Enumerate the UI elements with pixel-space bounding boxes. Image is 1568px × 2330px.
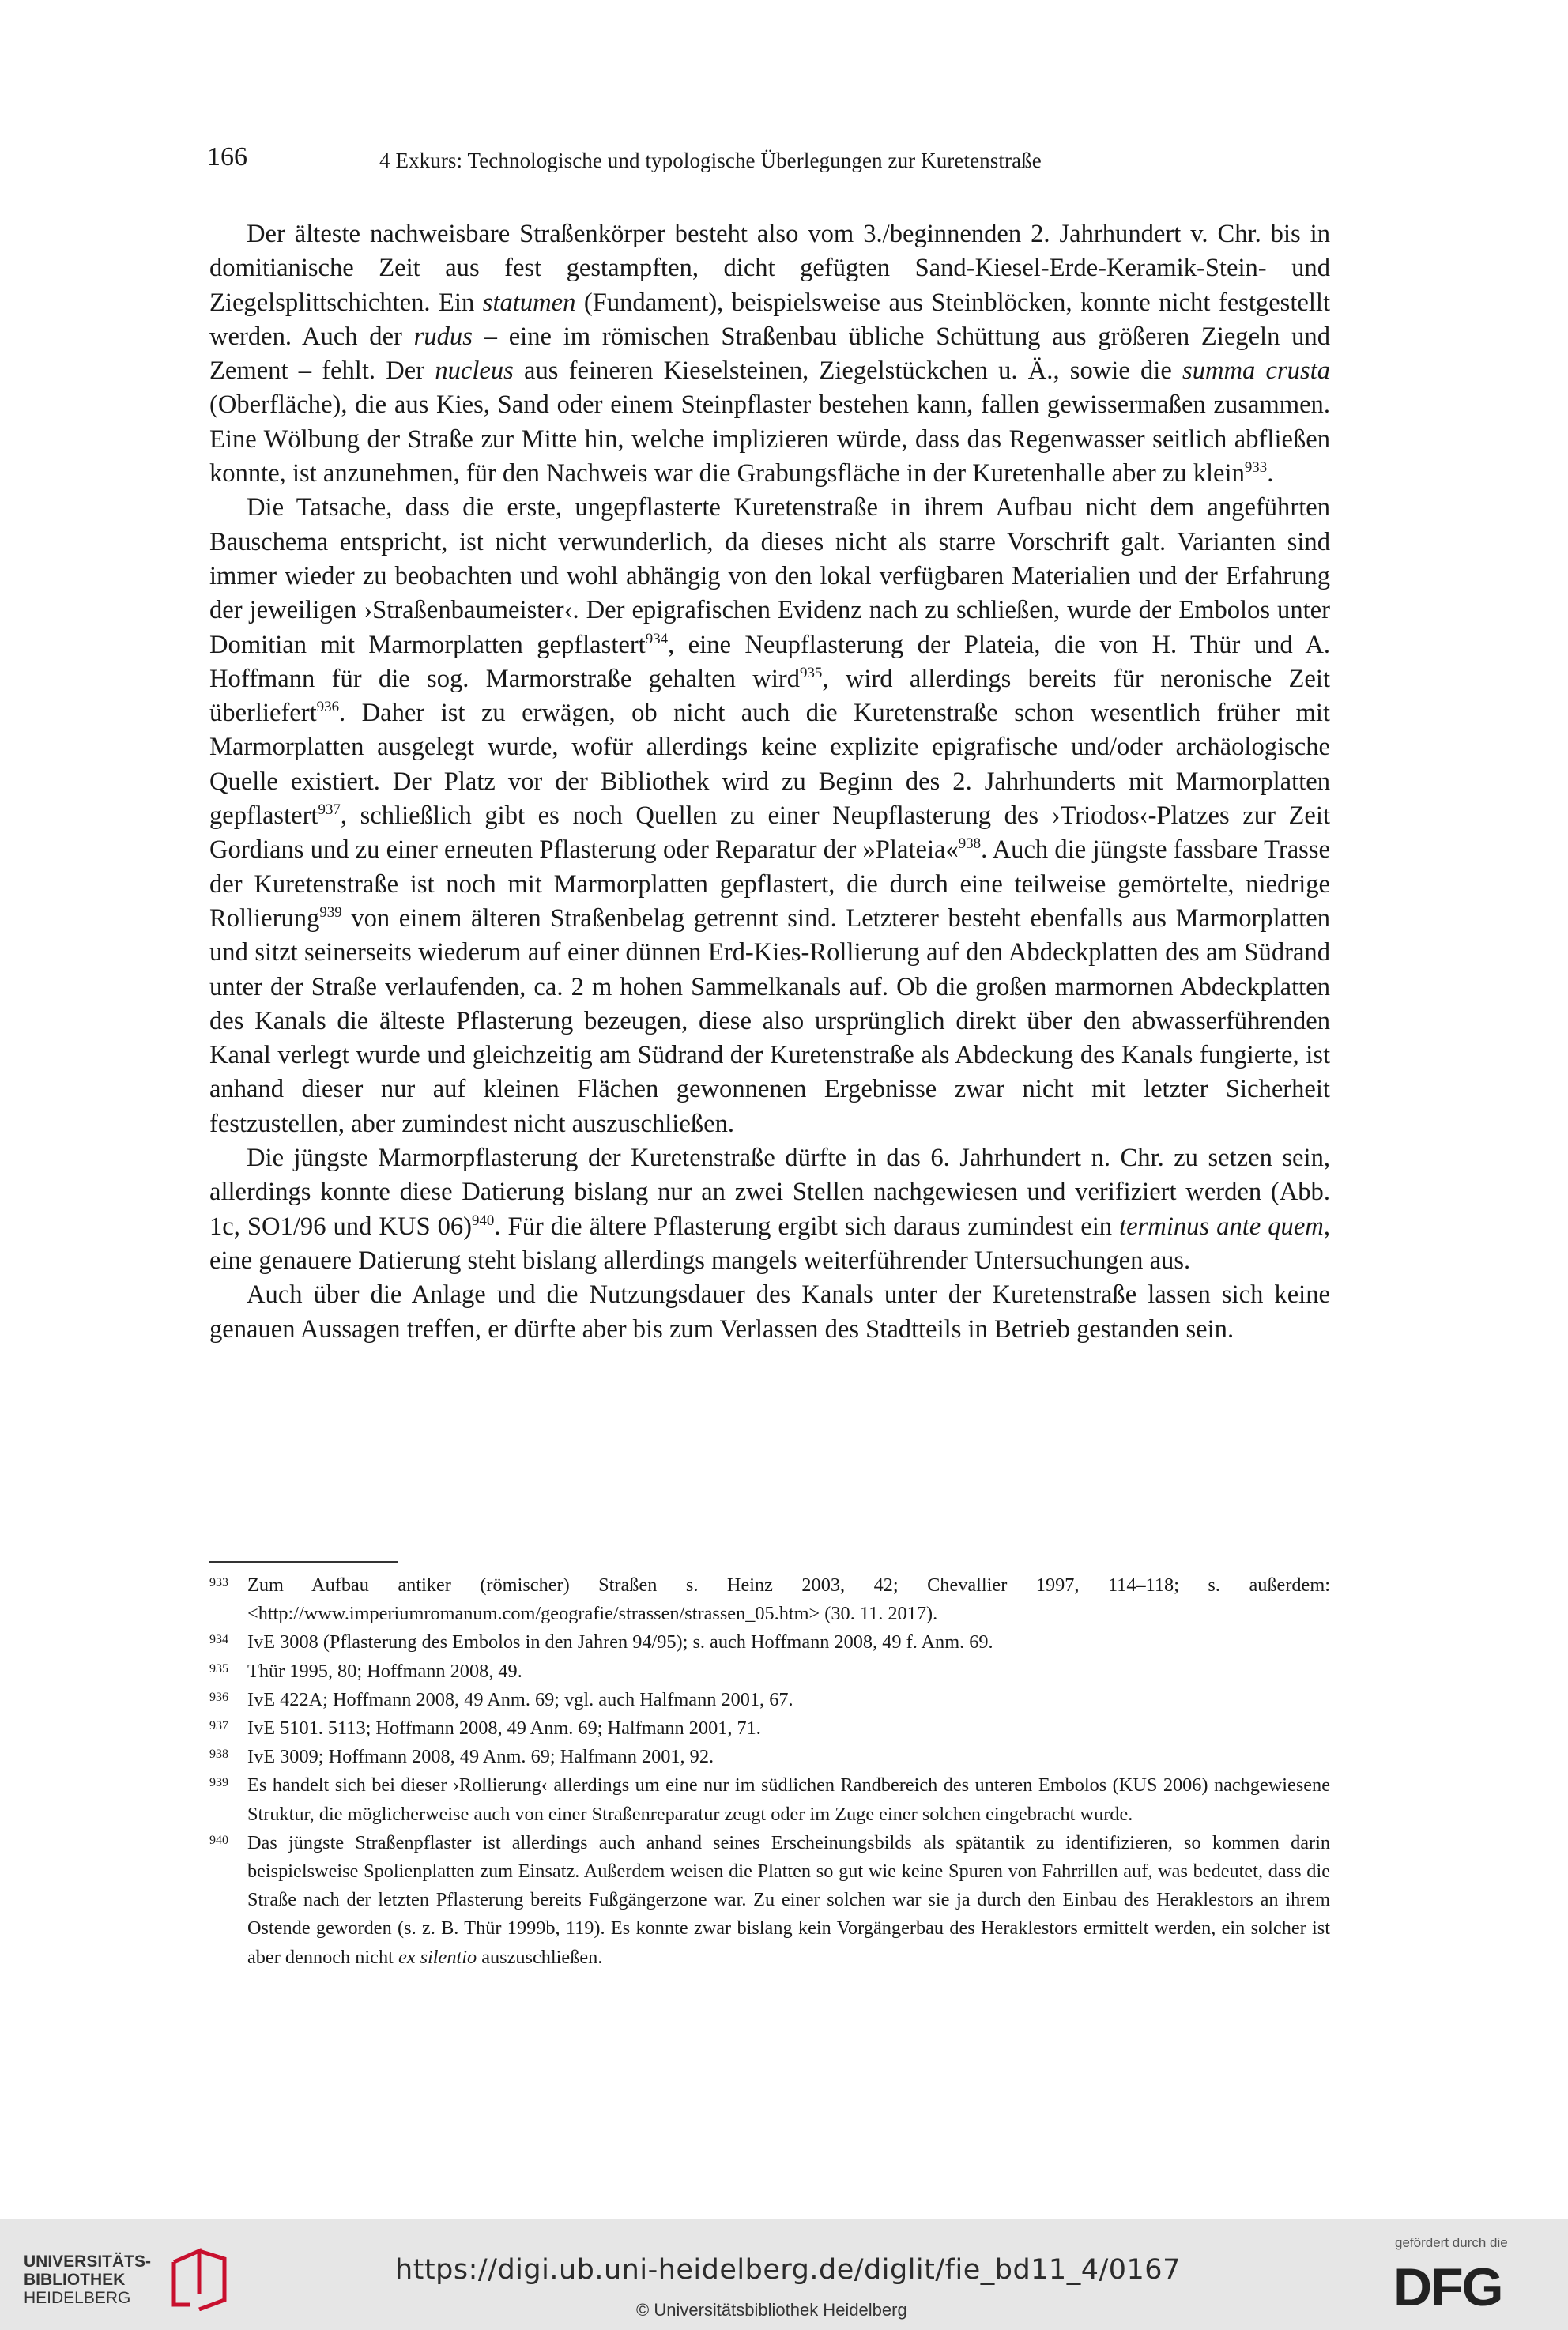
library-mark-icon bbox=[158, 2248, 245, 2311]
footnote-number: 935 bbox=[209, 1661, 228, 1676]
footnote-940 bbox=[209, 1829, 1330, 1972]
footnote-text: IvE 3008 (Pflasterung des Embolos in den Jahren 94/95); s. auch Hoffmann 2008, 49 f. Anm. 69. bbox=[247, 1631, 993, 1653]
footnote-divider bbox=[209, 1561, 398, 1563]
paragraph-3: Die jüngste Marmorpflasterung der Kuretenstraße dürfte in das 6. Jahrhundert n. Chr. zu setzen sein, allerdings konnte diese Datierung bislang nur an zwei Stellen nachgewiesen und verifiziert werden (Abb. 1c, SO1/96 und KUS 06)$^{940}$. Für die ältere Pflasterung ergibt sich daraus zumindest ein terminus ante quem, eine genauere Datierung steht bislang allerdings mangels weiterführender Untersuchungen aus. bbox=[209, 1144, 1330, 1275]
copyright-notice: © Universitätsbibliothek Heidelberg bbox=[636, 2300, 907, 2320]
footnote-number: 933 bbox=[209, 1576, 228, 1589]
dfg-logo-icon: DFG bbox=[1393, 2257, 1502, 2317]
footnote-number: 934 bbox=[209, 1633, 228, 1647]
footnote-ref: 934 bbox=[645, 630, 669, 647]
footnote-text: IvE 5101. 5113; Hoffmann 2008, 49 Anm. 69; Halfmann 2001, 71. bbox=[247, 1717, 761, 1740]
footnote-ref: 936 bbox=[316, 699, 340, 716]
footnote-939 bbox=[209, 1771, 1330, 1828]
footnote-number: 939 bbox=[209, 1776, 228, 1790]
footnote-933 bbox=[209, 1571, 1330, 1628]
footnote-number: 940 bbox=[209, 1833, 228, 1847]
running-head: 4 Exkurs: Technologische und typologische Überlegungen zur Kuretenstraße bbox=[379, 149, 1042, 172]
footnote-text: IvE 422A; Hoffmann 2008, 49 Anm. 69; vgl. auch Halfmann 2001, 67. bbox=[247, 1688, 793, 1710]
footnote-text: Zum Aufbau antiker (römischer) Straßen s. Heinz 2003, 42; Chevallier 1997, 114–118; s. außerdem: <http://www.imperiumromanum.com/geografie/strassen/strassen_05.htm> (30. 11. 2017). bbox=[247, 1574, 1330, 1625]
footnote-text: Thür 1995, 80; Hoffmann 2008, 49. bbox=[247, 1660, 522, 1682]
footnote-934 bbox=[209, 1628, 1330, 1657]
footnote-ref: 935 bbox=[800, 665, 823, 681]
footnote-number: 938 bbox=[209, 1748, 228, 1762]
paragraph-2: Die Tatsache, dass die erste, ungepflasterte Kuretenstraße in ihrem Aufbau nicht dem angeführten Bauschema entspricht, ist nicht verwunderlich, da dieses nicht als starre Vorschrift galt. Varianten sind immer wieder zu beobachten und wohl abhängig von den lokal verfügbaren Materialien und der Erfahrung der jeweiligen ›Straßenbaumeister‹. Der epigrafischen Evidenz nach zu schließen, wurde der Embolos unter Domitian mit Marmorplatten gepflastert$^{934}$, eine Neupflasterung der Plateia, die von H. Thür und A. Hoffmann für die sog. Marmorstraße gehalten wird$^{935}$, wird allerdings bereits für neronische Zeit überliefert$^{936}$. Daher ist zu erwägen, ob nicht auch die Kuretenstraße schon wesentlich früher mit Marmorplatten ausgelegt wurde, wofür allerdings keine explizite epigrafische und/oder archäologische Quelle existiert. Der Platz vor der Bibliothek wird zu Beginn des 2. Jahrhunderts mit Marmorplatten gepflastert$^{937}$, schließlich gibt es noch Quellen zu einer Neupflasterung des ›Triodos‹-Platzes zur Zeit Gordians und zu einer erneuten Pflasterung oder Reparatur der »Plateia«$^{938}$. Auch die jüngste fassbare Trasse der Kuretenstraße ist noch mit Marmorplatten gepflastert, die durch eine teilweise gemörtelte, niedrige Rollierung$^{939}$ von einem älteren Straßenbelag getrennt sind. Letzterer besteht ebenfalls aus Marmorplatten und sitzt seinerseits wiederum auf einer dünnen Erd-Kies-Rollierung auf den Abdeckplatten des am Südrand unter der Straße verlaufenden, ca. 2 m hohen Sammelkanals auf. Ob die großen marmornen Abdeckplatten des Kanals die älteste Pflasterung bezeugen, diese also ursprünglich direkt über den abwasserführenden Kanal verlegt wurde und gleichzeitig am Südrand der Kuretenstraße als Abdeckung des Kanals fungierte, ist anhand dieser nur auf kleinen Flächen gewonnenen Ergebnisse zwar nicht mit letzter Sicherheit festzustellen, aber zumindest nicht auszuschließen. bbox=[209, 493, 1331, 1138]
page-number: 166 bbox=[207, 142, 247, 172]
footnote-text: Es handelt sich bei dieser ›Rollierung‹ allerdings um eine nur im südlichen Randbereich des unteren Embolos (KUS 2006) nachgewiesene Struktur, die möglicherweise auch von einer Straßenreparatur zeugt oder im Zuge einer solchen eingebracht wurde. bbox=[247, 1774, 1330, 1825]
main-text bbox=[209, 217, 1330, 1347]
footnote-ref: 940 bbox=[472, 1212, 495, 1229]
paragraph-4: Auch über die Anlage und die Nutzungsdauer des Kanals unter der Kuretenstraße lassen sich keine genauen Aussagen treffen, er dürfte aber bis zum Verlassen des Stadtteils in Betrieb gestanden sein. bbox=[209, 1280, 1330, 1344]
footnote-ref: 938 bbox=[958, 835, 982, 853]
footnote-ref: 939 bbox=[319, 904, 342, 922]
source-url-link[interactable]: https://digi.ub.uni-heidelberg.de/diglit/fie_bd11_4/0167 bbox=[395, 2254, 1181, 2286]
footnote-937 bbox=[209, 1714, 1330, 1743]
digitization-footer bbox=[0, 2219, 1568, 2330]
funding-caption: gefördert durch die bbox=[1395, 2235, 1508, 2250]
footnote-938 bbox=[209, 1743, 1330, 1771]
footnote-number: 936 bbox=[209, 1690, 228, 1704]
footnote-ref: 933 bbox=[1244, 459, 1268, 477]
footnote-936 bbox=[209, 1686, 1330, 1714]
funding-logo bbox=[1387, 2235, 1545, 2322]
footnote-text: Das jüngste Straßenpflaster ist allerdings auch anhand seines Erscheinungsbilds als spätantik zu identifizieren, so kommen darin beispielsweise Spolienplatten zum Einsatz. Außerdem weisen die Platten so gut wie keine Spuren von Fahrrillen auf, was bedeutet, dass die Straße nach der letzten Pflasterung bereits Fußgängerzone war. Zu einer solchen war sie ja durch den Einbau des Heraklestors an ihrem Ostende geworden (s. z. B. Thür 1999b, 119). Es konnte zwar bislang kein Vorgängerbau des Heraklestors ermittelt werden, ein solcher ist aber dennoch nicht ex silentio auszuschließen. bbox=[247, 1831, 1330, 1968]
page-header bbox=[207, 142, 1329, 190]
footnote-935 bbox=[209, 1657, 1330, 1686]
library-logo[interactable] bbox=[24, 2248, 245, 2311]
footnote-text: IvE 3009; Hoffmann 2008, 49 Anm. 69; Halfmann 2001, 92. bbox=[247, 1746, 714, 1768]
footnote-ref: 937 bbox=[318, 801, 341, 819]
footnote-number: 937 bbox=[209, 1719, 228, 1733]
footnotes bbox=[209, 1571, 1330, 1972]
paragraph-1: Der älteste nachweisbare Straßenkörper besteht also vom 3./beginnenden 2. Jahrhundert v. Chr. bis in domitianische Zeit aus fest gestampften, dicht gefügten Sand-Kiesel-Erde-Keramik-Stein- und Ziegelsplittschichten. Ein statumen (Fundament), beispielsweise aus Steinblöcken, konnte nicht festgestellt werden. Auch der rudus – eine im römischen Straßenbau übliche Schüttung aus größeren Ziegeln und Zement – fehlt. Der nucleus aus feineren Kieselsteinen, Ziegelstückchen u. Ä., sowie die summa crusta (Oberfläche), die aus Kies, Sand oder einem Steinpflaster bestehen kann, fallen gewissermaßen zusammen. Eine Wölbung der Straße zur Mitte hin, welche implizieren würde, dass das Regenwasser seitlich abfließen konnte, ist anzunehmen, für den Nachweis war die Grabungsfläche in der Kuretenhalle aber zu klein$^{933}$. bbox=[209, 220, 1330, 488]
library-name: UNIVERSITÄTS- BIBLIOTHEK HEIDELBERG bbox=[24, 2253, 152, 2307]
